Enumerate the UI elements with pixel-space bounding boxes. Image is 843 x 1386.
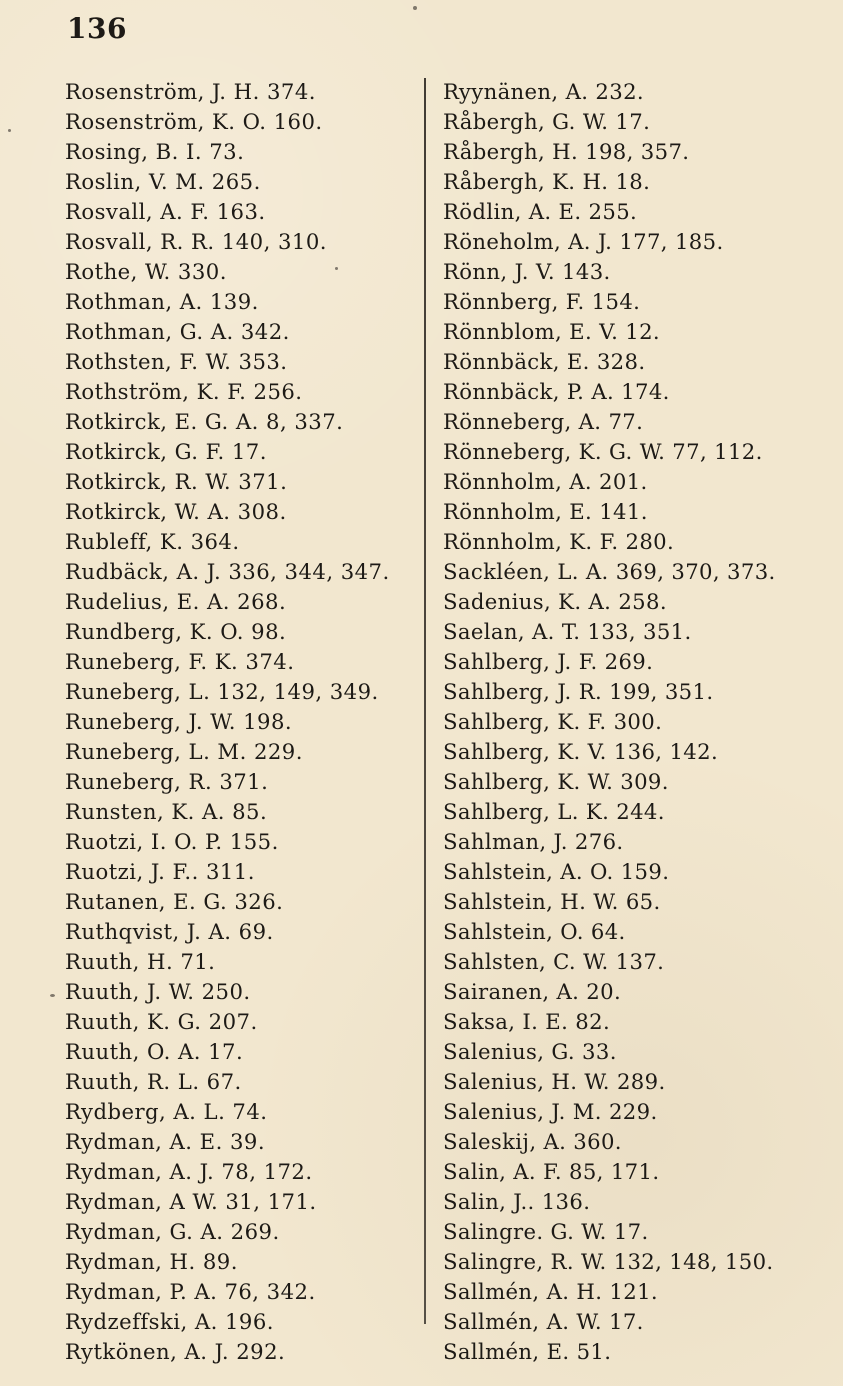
index-entry: Rönnblom, E. V. 12. xyxy=(443,319,661,344)
column-divider xyxy=(424,78,426,1324)
index-entry: Rydman, G. A. 269. xyxy=(65,1219,280,1244)
index-entry: Sahlstein, H. W. 65. xyxy=(443,889,661,914)
index-entry: Rödlin, A. E. 255. xyxy=(443,199,638,224)
index-entry: Rönnholm, K. F. 280. xyxy=(443,529,675,554)
index-entry: Rosvall, R. R. 140, 310. xyxy=(65,229,327,254)
index-entry: Salenius, G. 33. xyxy=(443,1039,617,1064)
index-entry: Sallmén, A. W. 17. xyxy=(443,1309,644,1334)
index-entry: Salin, A. F. 85, 171. xyxy=(443,1159,660,1184)
index-entry: Rydman, P. A. 76, 342. xyxy=(65,1279,316,1304)
index-entry: Roslin, V. M. 265. xyxy=(65,169,261,194)
index-entry: Rönneberg, A. 77. xyxy=(443,409,644,434)
index-entry: Rotkirck, G. F. 17. xyxy=(65,439,267,464)
index-entry: Runeberg, L. 132, 149, 349. xyxy=(65,679,379,704)
index-entry: Ryynänen, A. 232. xyxy=(443,79,644,104)
index-entry: Rothström, K. F. 256. xyxy=(65,379,303,404)
print-speck xyxy=(335,267,338,270)
index-entry: Ruuth, R. L. 67. xyxy=(65,1069,242,1094)
index-entry: Rothe, W. 330. xyxy=(65,259,227,284)
index-entry: Sahlberg, K. W. 309. xyxy=(443,769,669,794)
index-entry: Rosenström, K. O. 160. xyxy=(65,109,323,134)
index-entry: Rydman, H. 89. xyxy=(65,1249,238,1274)
index-entry: Saleskij, A. 360. xyxy=(443,1129,622,1154)
index-entry: Rydman, A. E. 39. xyxy=(65,1129,266,1154)
index-entry: Salingre, R. W. 132, 148, 150. xyxy=(443,1249,774,1274)
index-entry: Rundberg, K. O. 98. xyxy=(65,619,287,644)
print-speck xyxy=(8,129,11,132)
index-entry: Rubleff, K. 364. xyxy=(65,529,240,554)
index-entry: Runsten, K. A. 85. xyxy=(65,799,268,824)
left-index-column xyxy=(65,77,415,1367)
print-speck xyxy=(413,6,417,10)
index-entry: Runeberg, J. W. 198. xyxy=(65,709,293,734)
index-entry: Rydman, A. J. 78, 172. xyxy=(65,1159,313,1184)
index-entry: Rydberg, A. L. 74. xyxy=(65,1099,268,1124)
index-entry: Sadenius, K. A. 258. xyxy=(443,589,667,614)
index-entry: Sahlsten, C. W. 137. xyxy=(443,949,665,974)
index-entry: Rosenström, J. H. 374. xyxy=(65,79,316,104)
index-entry: Råbergh, G. W. 17. xyxy=(443,109,651,134)
index-entry: Sahlberg, J. F. 269. xyxy=(443,649,654,674)
index-entry: Salingre. G. W. 17. xyxy=(443,1219,649,1244)
index-entry: Runeberg, R. 371. xyxy=(65,769,269,794)
index-entry: Rönnberg, F. 154. xyxy=(443,289,641,314)
index-entry: Rönn, J. V. 143. xyxy=(443,259,611,284)
page-number: 136 xyxy=(67,12,127,45)
index-entry: Sahlberg, L. K. 244. xyxy=(443,799,665,824)
index-entry: Ruotzi, J. F.. 311. xyxy=(65,859,255,884)
index-entry: Sahlstein, A. O. 159. xyxy=(443,859,670,884)
index-entry: Sairanen, A. 20. xyxy=(443,979,622,1004)
index-entry: Rönneberg, K. G. W. 77, 112. xyxy=(443,439,763,464)
index-entry: Salin, J.. 136. xyxy=(443,1189,591,1214)
index-entry: Råbergh, H. 198, 357. xyxy=(443,139,690,164)
index-entry: Saelan, A. T. 133, 351. xyxy=(443,619,692,644)
index-entry: Runeberg, F. K. 374. xyxy=(65,649,295,674)
index-entry: Rotkirck, R. W. 371. xyxy=(65,469,288,494)
index-entry: Sahlberg, K. F. 300. xyxy=(443,709,663,734)
index-entry: Saksa, I. E. 82. xyxy=(443,1009,611,1034)
index-entry: Rothman, G. A. 342. xyxy=(65,319,290,344)
index-entry: Ruuth, H. 71. xyxy=(65,949,216,974)
index-entry: Sackléen, L. A. 369, 370, 373. xyxy=(443,559,776,584)
index-entry: Röneholm, A. J. 177, 185. xyxy=(443,229,724,254)
index-entry: Rönnbäck, P. A. 174. xyxy=(443,379,670,404)
index-entry: Rosing, B. I. 73. xyxy=(65,139,245,164)
index-entry: Rönnholm, A. 201. xyxy=(443,469,648,494)
index-entry: Sahlstein, O. 64. xyxy=(443,919,626,944)
index-entry: Rothsten, F. W. 353. xyxy=(65,349,288,374)
print-speck xyxy=(50,994,55,997)
index-entry: Ruuth, J. W. 250. xyxy=(65,979,251,1004)
index-entry: Rydman, A W. 31, 171. xyxy=(65,1189,317,1214)
index-entry: Rutanen, E. G. 326. xyxy=(65,889,284,914)
index-entry: Rydzeffski, A. 196. xyxy=(65,1309,274,1334)
index-entry: Rotkirck, E. G. A. 8, 337. xyxy=(65,409,344,434)
index-entry: Sallmén, A. H. 121. xyxy=(443,1279,658,1304)
index-entry: Råbergh, K. H. 18. xyxy=(443,169,651,194)
index-entry: Rudbäck, A. J. 336, 344, 347. xyxy=(65,559,390,584)
index-entry: Rönnbäck, E. 328. xyxy=(443,349,646,374)
index-entry: Runeberg, L. M. 229. xyxy=(65,739,303,764)
index-entry: Rothman, A. 139. xyxy=(65,289,259,314)
index-entry: Rytkönen, A. J. 292. xyxy=(65,1339,286,1364)
index-entry: Sahlberg, K. V. 136, 142. xyxy=(443,739,719,764)
index-entry: Rönnholm, E. 141. xyxy=(443,499,648,524)
index-entry: Sallmén, E. 51. xyxy=(443,1339,612,1364)
index-entry: Sahlman, J. 276. xyxy=(443,829,624,854)
index-entry: Salenius, H. W. 289. xyxy=(443,1069,666,1094)
index-entry: Rudelius, E. A. 268. xyxy=(65,589,287,614)
right-index-column xyxy=(443,77,835,1367)
index-entry: Rotkirck, W. A. 308. xyxy=(65,499,287,524)
index-entry: Salenius, J. M. 229. xyxy=(443,1099,658,1124)
index-entry: Sahlberg, J. R. 199, 351. xyxy=(443,679,714,704)
index-entry: Ruotzi, I. O. P. 155. xyxy=(65,829,279,854)
index-entry: Ruuth, K. G. 207. xyxy=(65,1009,258,1034)
index-entry: Ruuth, O. A. 17. xyxy=(65,1039,244,1064)
index-entry: Ruthqvist, J. A. 69. xyxy=(65,919,274,944)
index-entry: Rosvall, A. F. 163. xyxy=(65,199,266,224)
